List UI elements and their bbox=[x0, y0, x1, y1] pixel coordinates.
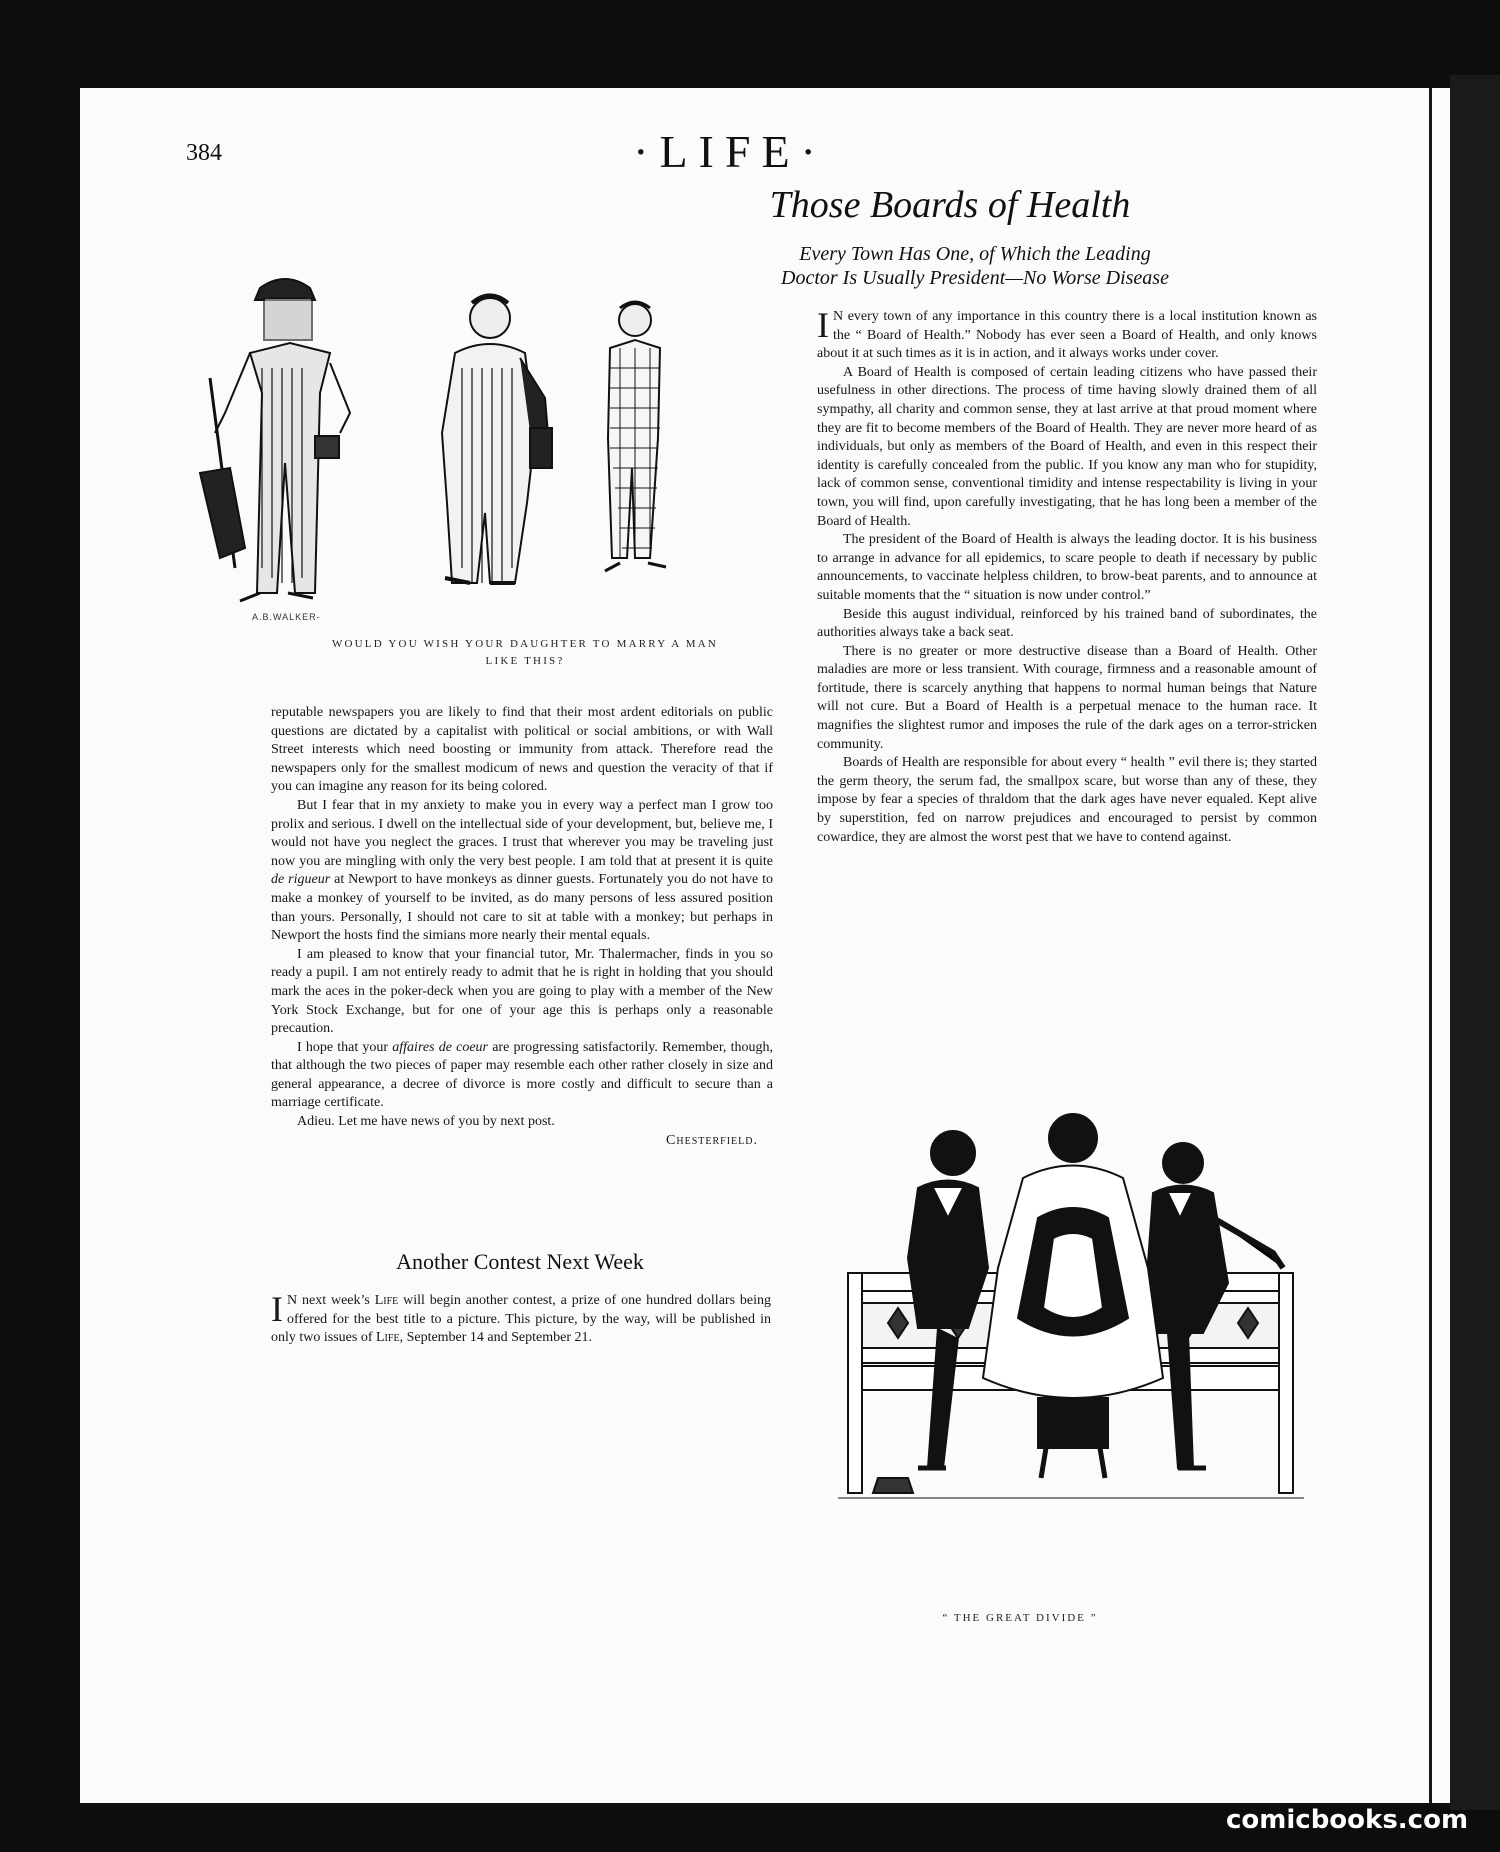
article-paragraph: A Board of Health is composed of certain leading citizens who have passed their usefulness in other directions. The process of time having slowly drained them of all sympathy, all charity and common sense, they at last arrive at that proud moment where they are fit to become members of the Board of Health. They are never more heard of as individuals, but only as members of the Board of Health, and even in this respect their identity is carefully concealed from the public. If you know any man who for stupidity, lack of common sense, conventional timidity and intense respectability is living in your town, you will find, upon carefully investigating, that he has long been a member of the Board of Health. bbox=[817, 364, 1317, 529]
drop-cap: I bbox=[271, 1289, 283, 1329]
masthead: ·LIFE· bbox=[633, 126, 827, 177]
article-paragraph: Beside this august individual, reinforced by his trained band of subordinates, the authorities always take a back seat. bbox=[817, 606, 1317, 641]
subtitle-line-1: Every Town Has One, of Which the Leading bbox=[799, 243, 1151, 265]
adjacent-page-edge bbox=[1450, 75, 1500, 1810]
letter-paragraph: reputable newspapers you are likely to find that their most ardent editorials on public questions are dictated by a capitalist with political or social ambitions, or with Wall Street interests which need boosting or immunity from attack. Therefore read the newspapers only for the smallest modicum of news and question the veracity of that if you can imagine any reason for its being colored. bbox=[271, 705, 773, 795]
drop-cap: I bbox=[817, 305, 829, 345]
page-number: 384 bbox=[186, 140, 222, 166]
artist-signature: A.B.WALKER- bbox=[252, 612, 321, 622]
article-subtitle bbox=[730, 242, 1220, 290]
cartoon-caption: “ THE GREAT DIVIDE ” bbox=[942, 1612, 1098, 1624]
letter-paragraph: Adieu. Let me have news of you by next post. bbox=[297, 1114, 555, 1130]
cartoon-illustration-bench bbox=[838, 1108, 1304, 1598]
article-paragraph: There is no greater or more destructive disease than a Board of Health. Other maladies are more or less transient. With courage, firmness and a reasonable amount of fortitude, there is scarcely anything that happens to normal human beings that Nature will not cure. But a Board of Health is a perpetual menace to the human race. It magnifies the slightest rumor and imposes the rule of the dark ages on a terror-stricken community. bbox=[817, 643, 1317, 752]
letter-signature: Chesterfield. bbox=[666, 1132, 758, 1148]
contest-body bbox=[271, 1289, 771, 1348]
contest-paragraph: I N next week’s Life will begin another contest, a prize of one hundred dollars being offered for the best title to a picture. This picture, by the way, will be published in only two issues of Life, September 14 and September 21. bbox=[271, 1289, 771, 1346]
article-paragraph: Boards of Health are responsible for about every “ health ” evil there is; they started the germ theory, the serum fad, the smallpox scare, but worse than any of these, they impose by fear a species of thraldom that the dark ages have never equaled. Kept alive by superstition, fed on narrow prejudices and encouraged to persist by common cowardice, they are almost the worst pest that we have to contend against. bbox=[817, 755, 1317, 845]
article-paragraph: The president of the Board of Health is always the leading doctor. It is his business to arrange in advance for all epidemics, to scare people to death if necessary by public announcements, to vaccinate helpless children, to brow-beat parents, and to announce at suitable moments that the “ situation is now under control.” bbox=[817, 532, 1317, 603]
letter-paragraph: I hope that your affaires de coeur are progressing satisfactorily. Remember, though, that although the two pieces of paper may resemble each other rather closely in size and general appearance, a decree of divorce is more costly and difficult to secure than a marriage certificate. bbox=[271, 1039, 774, 1111]
site-watermark: comicbooks.com bbox=[1226, 1805, 1469, 1835]
article-paragraph: I N every town of any importance in this country there is a local institution known as the “ Board of Health.” Nobody has ever seen a Board of Health, and only knows about it at such times as it is in action, and it always works under cover. bbox=[817, 305, 1317, 362]
article-body bbox=[817, 305, 1317, 847]
cartoon-illustration-three-figures bbox=[190, 258, 750, 610]
subtitle-line-2: Doctor Is Usually President—No Worse Disease bbox=[781, 267, 1169, 289]
article-title: Those Boards of Health bbox=[769, 184, 1131, 226]
letter-paragraph: I am pleased to know that your financial tutor, Mr. Thalermacher, finds in you so ready a pupil. I am not entirely ready to admit that he is right in holding that you should mark the aces in the poker-deck when you are going to play with a member of the New York Stock Exchange, but for one of your age this is perhaps only a reasonable precaution. bbox=[271, 946, 773, 1037]
page-gutter-line bbox=[1429, 88, 1432, 1803]
letter-body bbox=[271, 704, 773, 1150]
cartoon-caption: WOULD YOU WISH YOUR DAUGHTER TO MARRY A MAN LIKE THIS? bbox=[331, 638, 719, 667]
contest-heading: Another Contest Next Week bbox=[396, 1249, 644, 1274]
letter-paragraph: But I fear that in my anxiety to make you in every way a perfect man I grow too prolix and serious. I dwell on the intellectual side of your development, but, believe me, I would not have you neglect the graces. I trust that wherever you may be traveling just now you are mingling with only the very best people. I am told that at present it is quite de rigueur at Newport to have monkeys as dinner guests. Fortunately you do not have to make a monkey of yourself to be invited, as do many persons of less assured position than yours. Personally, I should not care to sit at table with a monkey; but perhaps in Newport the hosts find the simians more nearly their mental equals. bbox=[271, 797, 774, 944]
